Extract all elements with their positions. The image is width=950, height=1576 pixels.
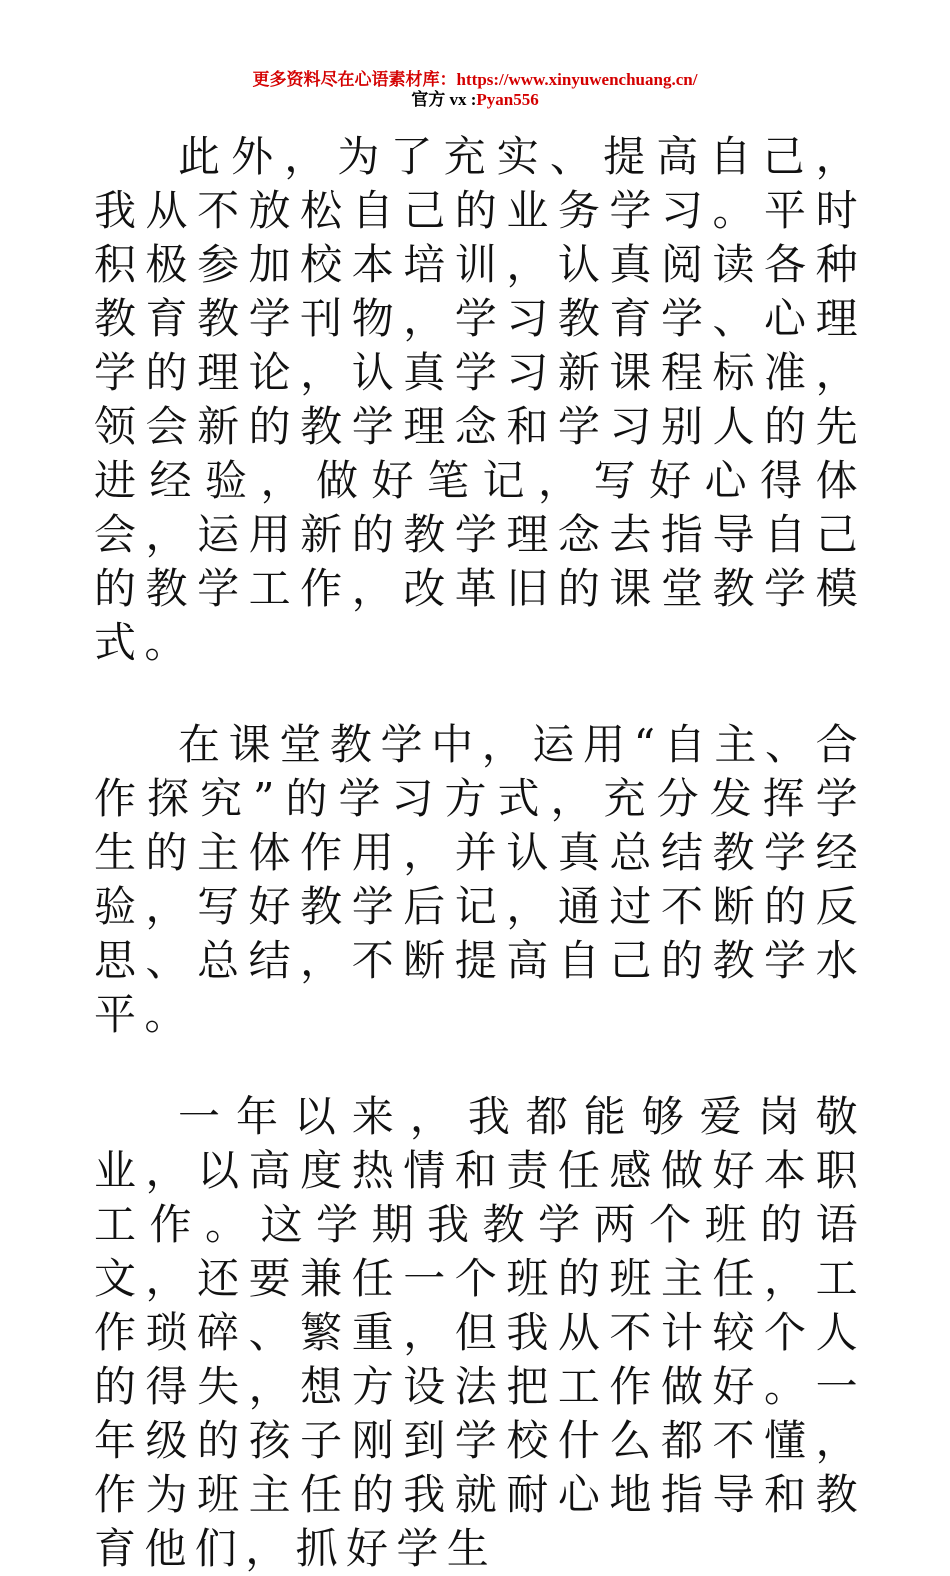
paragraph-1: 此外，为了充实、提高自己，我从不放松自己的业务学习。平时积极参加校本培训，认真阅读各种教育教学刊物，学习教育学、心理学的理论，认真学习新课程标准，领会新的教学理念和学习别人的先进经验，做好笔记，写好心得体会，运用新的教学理念去指导自己的教学工作，改革旧的课堂教学模式。 [94,132,866,667]
paragraph-2: 在课堂教学中，运用“自主、合作探究”的学习方式，充分发挥学生的主体作用，并认真总结教学经验，写好教学后记，通过不断的反思、总结，不断提高自己的教学水平。 [94,720,866,1039]
paragraph-3: 一年以来，我都能够爱岗敬业，以高度热情和责任感做好本职工作。这学期我教学两个班的语文，还要兼任一个班的班主任，工作琐碎、繁重，但我从不计较个人的得失，想方设法把工作做好。一年级的孩子刚到学校什么都不懂，作为班主任的我就耐心地指导和教育他们，抓好学生 [94,1092,866,1573]
header-contact-account: Pyan556 [476,90,539,109]
header-contact [0,90,950,110]
header-contact-prefix: 官方 vx : [411,90,477,109]
document-body [94,130,866,1576]
header-resource-link[interactable]: 更多资料尽在心语素材库：https://www.xinyuwenchuang.cn/ [252,70,698,89]
page-header [0,70,950,110]
